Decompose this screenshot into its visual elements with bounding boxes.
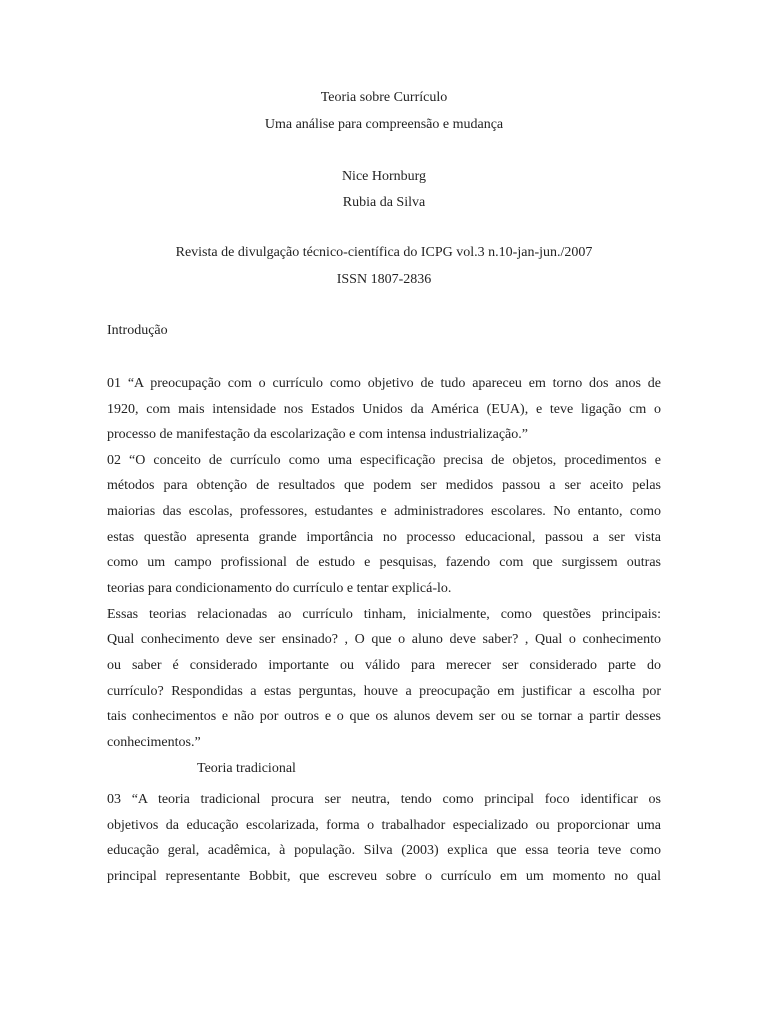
body-line: conhecimentos.” <box>107 735 201 750</box>
body-line: estas questão apresenta grande importância no processo educacional, passou a ser vista <box>107 530 661 545</box>
subsection-heading: Teoria tradicional <box>197 761 296 776</box>
body-line: Qual conhecimento deve ser ensinado? , O que o aluno deve saber? , Qual o conhecimento <box>107 632 661 647</box>
issn-number: ISSN 1807-2836 <box>336 272 432 287</box>
body-line: métodos para obtenção de resultados que podem ser medidos passou a ser aceito pelas <box>107 478 661 493</box>
body-line: tais conhecimentos e não por outros e o que os alunos devem ser ou se tornar a partir desses <box>107 709 661 724</box>
author-name: Nice Hornburg <box>341 169 427 184</box>
body-line: 1920, com mais intensidade nos Estados Unidos da América (EUA), e teve ligação cm o <box>107 402 661 417</box>
body-line: processo de manifestação da escolarização e com intensa industrialização.” <box>107 427 528 442</box>
body-line: teorias para condicionamento do currículo e tentar explicá-lo. <box>107 581 452 596</box>
body-line: 03 “A teoria tradicional procura ser neutra, tendo como principal foco identificar os <box>107 792 661 807</box>
body-line: objetivos da educação escolarizada, forma o trabalhador especializado ou proporcionar uma <box>107 818 661 833</box>
body-line: 02 “O conceito de currículo como uma especificação precisa de objetos, procedimentos e <box>107 453 661 468</box>
body-line: educação geral, acadêmica, à população. Silva (2003) explica que essa teoria teve como <box>107 843 661 858</box>
body-line: como um campo profissional de estudo e pesquisas, fazendo com que surgissem outras <box>107 555 661 570</box>
body-line: ou saber é considerado importante ou válido para merecer ser considerado parte do <box>107 658 661 673</box>
body-line: 01 “A preocupação com o currículo como objetivo de tudo apareceu em torno dos anos de <box>107 376 661 391</box>
author-name: Rubia da Silva <box>342 195 426 210</box>
body-line: maiorias das escolas, professores, estudantes e administradores escolares. No entanto, como <box>107 504 661 519</box>
document-title: Teoria sobre Currículo <box>320 90 448 105</box>
document-subtitle: Uma análise para compreensão e mudança <box>264 117 504 132</box>
section-heading: Introdução <box>107 323 168 338</box>
body-line: principal representante Bobbit, que escreveu sobre o currículo em um momento no qual <box>107 869 661 884</box>
body-line: currículo? Respondidas a estas perguntas, houve a preocupação em justificar a escolha por <box>107 684 661 699</box>
journal-citation: Revista de divulgação técnico-científica do ICPG vol.3 n.10-jan-jun./2007 <box>175 245 593 260</box>
body-line: Essas teorias relacionadas ao currículo tinham, inicialmente, como questões principais: <box>107 607 661 622</box>
